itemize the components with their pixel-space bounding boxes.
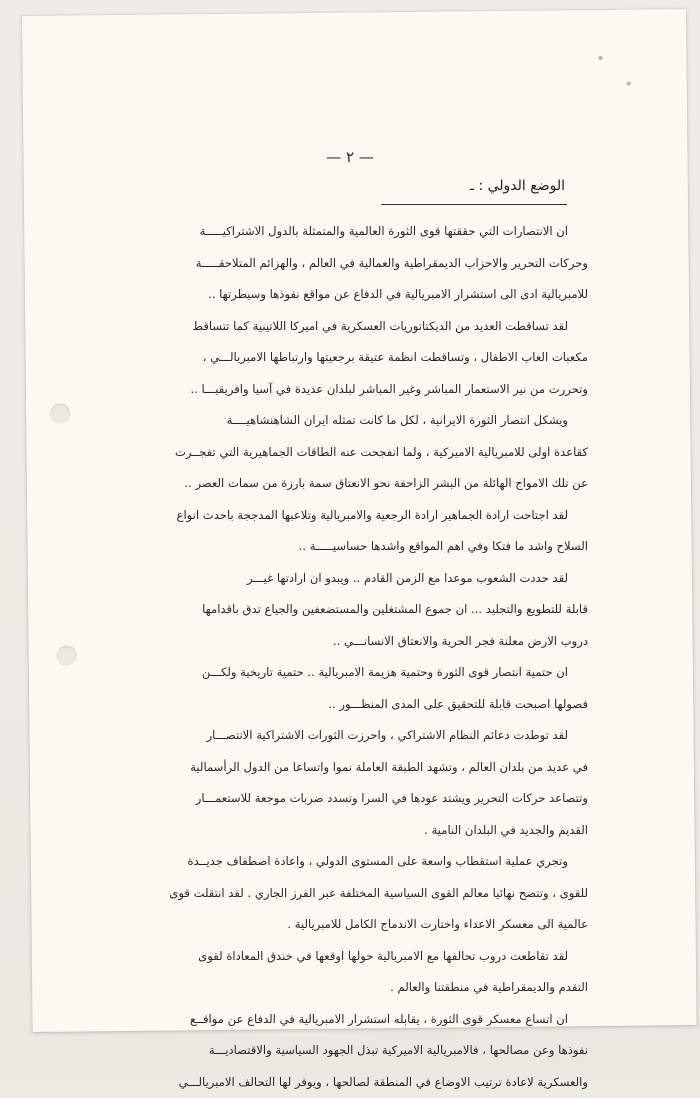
page-number: — ٢ — [0, 148, 700, 166]
staple-mark [598, 56, 602, 60]
text-line: فصولها اصبحت قابلة للتحقيق على المدى المنظـــور .. [108, 689, 588, 721]
text-line: لقد توطدت دعائم النظام الاشتراكي ، واحرزت الثورات الاشتراكية الانتصـــار [108, 720, 588, 752]
text-line: للقوى ، وتتضح نهائيا معالم القوى السياسية المختلفة عبر الفرز الجاري . لقد انتقلت قوى [108, 878, 588, 910]
staple-mark [627, 82, 631, 86]
text-line: في عديد من بلدان العالم ، وتشهد الطبقة العاملة نموا واتساعا من الدول الرأسمالية [108, 752, 588, 784]
text-line: دروب الارض معلنة فجر الحرية والانعتاق الانسانـــي .. [108, 626, 588, 658]
text-line: للامبريالية ادى الى استشرار الامبريالية في الدفاع عن مواقع نفوذها وسيطرتها .. [108, 279, 588, 311]
text-line: والعسكرية لاعادة ترتيب الاوضاع في المنطقة لصالحها ، ويوفر لها التحالف الامبريالـــي [108, 1067, 588, 1098]
text-line: ان حتمية انتصار قوى الثورة وحتمية هزيمة الامبريالية .. حتمية تاريخية ولكـــن [108, 657, 588, 689]
text-line: لقد تساقطت العديد من الديكتاتوريات العسكرية في اميركا اللاتينية كما تتساقط [108, 311, 588, 343]
text-line: ويشكل انتصار الثورة الايرانية ، لكل ما كانت تمثله ايران الشاهنشاهيــــة [108, 405, 588, 437]
text-line: كقاعدة اولى للامبريالية الاميركية ، ولما انفجحت عنه الطاقات الجماهيرية التي تفجــرت [108, 437, 588, 469]
text-line: وحركات التحرير والاحزاب الديمقراطية والعمالية في العالم ، والهزائم المتلاحقـــــة [108, 248, 588, 280]
text-line: القديم والجديد في البلدان النامية . [108, 815, 588, 847]
punch-hole [50, 404, 70, 424]
punch-hole [57, 645, 77, 665]
text-line: لقد حددت الشعوب موعدا مع الزمن القادم .. ويبدو ان ارادتها غيـــر [108, 563, 588, 595]
text-line: وتجري عملية استقطاب واسعة على المستوى الدولي ، واعادة اصطفاف جديــدة [108, 846, 588, 878]
text-line: ان اتساع معسكر قوى الثورة ، يقابله استشرار الامبريالية في الدفاع عن مواقــع [108, 1004, 588, 1036]
text-line: مكعبات العاب الاطفال ، وتساقطت انظمة عتيقة برجعيتها وارتباطها الامبريالـــي ، [108, 342, 588, 374]
text-line: التقدم والديمقراطية في منطقتنا والعالم . [108, 972, 588, 1004]
text-line: وتتصاعد حركات التحرير ويشتد عودها في السرا وتسدد ضربات موجعة للاستعمـــار [108, 783, 588, 815]
text-line: لقد اجتاحت ارادة الجماهير ارادة الرجعية والامبريالية وتلاعبها المدججة باحدث انواع [108, 500, 588, 532]
body-text [108, 216, 588, 1098]
text-line: ان الانتصارات التي حققتها قوى الثورة العالمية والمتمثلة بالدول الاشتراكيـــــة [108, 216, 588, 248]
text-line: لقد تقاطعت دروب تحالفها مع الامبريالية حولها اوقعها في خندق المعاداة لقوى [108, 941, 588, 973]
text-line: نفوذها وعن مصالحها ، فالامبريالية الاميركية تبذل الجهود السياسية والاقتصاديـــة [108, 1035, 588, 1067]
heading-underline [381, 204, 567, 205]
section-heading: الوضع الدولي : ـ [385, 178, 565, 194]
text-line: قابلة للتطويع والتجليد ... ان جموع المشتغلين والمستضعفين والجياع تدق باقدامها [108, 594, 588, 626]
text-line: السلاح واشد ما فتكا وفي اهم المواقع واشدها حساسيـــــة .. [108, 531, 588, 563]
text-line: عالمية الى معسكر الاعداء واختارت الاندماج الكامل للامبريالية . [108, 909, 588, 941]
text-line: عن تلك الامواج الهائلة من البشر الزاحفة نحو الانعتاق سمة بارزة من سمات العصر .. [108, 468, 588, 500]
text-line: وتحررت من نير الاستعمار المباشر وغير المباشر لبلدان عديدة في آسيا وافريقيـــا .. [108, 374, 588, 406]
